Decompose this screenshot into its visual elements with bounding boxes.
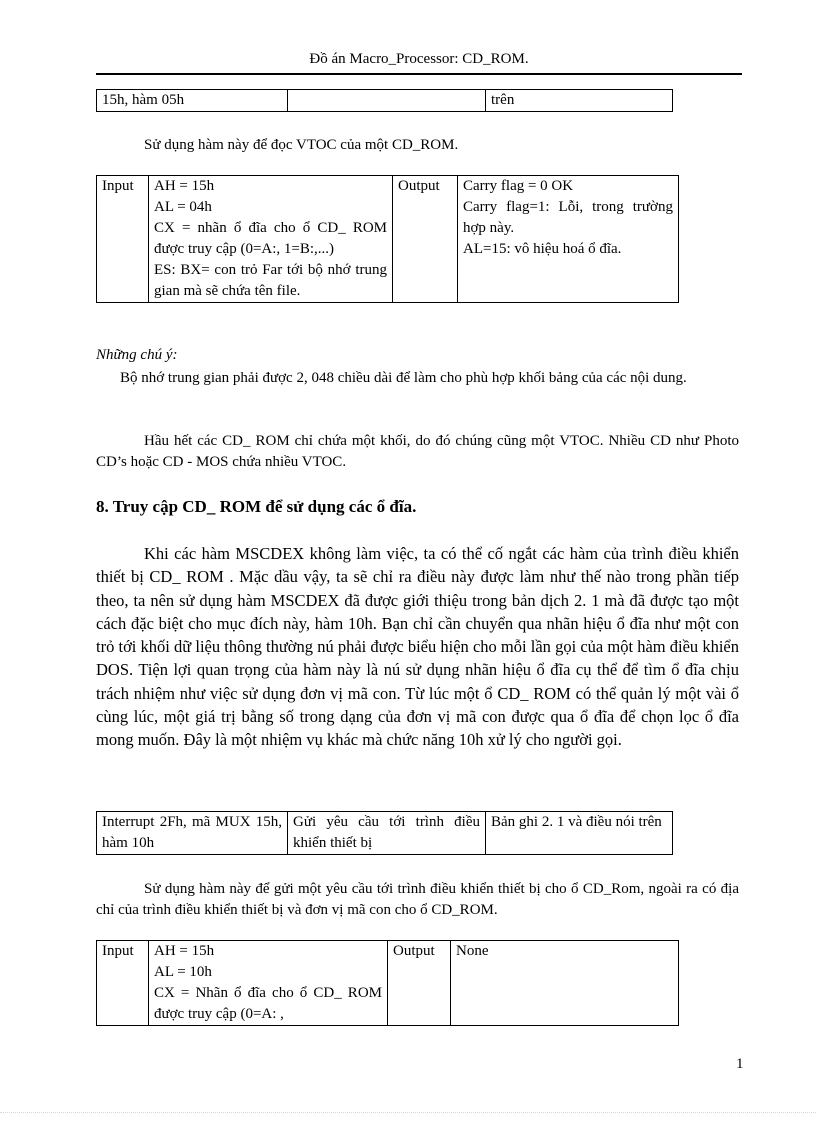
output-line: Carry flag=1: Lỗi, trong trường hợp này. <box>463 199 673 236</box>
input-label-cell: Input <box>97 941 149 1026</box>
input-line: AH = 15h <box>154 178 215 194</box>
output-value-cell: None <box>451 941 679 1026</box>
notes-paragraph-2: Hầu hết các CD_ ROM chỉ chứa một khối, do đó chúng cũng một VTOC. Nhiều CD như Photo CD’s hoặc CD - MOS chứa nhiều VTOC. <box>96 433 739 470</box>
input-line: ES: BX= con trỏ Far tới bộ nhớ trung gian mà sẽ chứa tên file. <box>154 262 387 299</box>
table-request <box>96 940 679 1026</box>
input-line: AH = 15h <box>154 943 215 959</box>
table-cell: Interrupt 2Fh, mã MUX 15h, hàm 10h <box>97 812 288 855</box>
page-number: 1 <box>736 1056 744 1072</box>
input-line: AL = 04h <box>154 199 212 215</box>
table-cell <box>288 90 486 112</box>
input-line: CX = nhãn ổ đĩa cho ổ CD_ ROM được truy cập (0=A:, 1=B:,...) <box>154 220 387 257</box>
header-divider <box>96 73 742 75</box>
output-label-cell: Output <box>393 176 458 303</box>
table-row <box>97 941 679 1026</box>
table-interrupt <box>96 811 673 855</box>
table-vtoc <box>96 175 679 303</box>
input-label-cell: Input <box>97 176 149 303</box>
section-body: Khi các hàm MSCDEX không làm việc, ta có thể cố ngắt các hàm của trình điều khiển thiết bị CD_ ROM . Mặc dầu vậy, ta sẽ chỉ ra điều này được làm như thế nào trong phần tiếp theo, ta nên sử dụng hàm MSCDEX đã được giới thiệu trong bản dịch 2. 1 mà đã được tạo một cách đặc biệt cho mục đích này, hàm 10h. Bạn chỉ cần chuyển qua nhãn hiệu ổ đĩa như một con trỏ tới khối dữ liệu thông thường nú phải được biểu hiện cho mỗi lần gọi của một hàm điều khiển DOS. Tiện lợi quan trọng của hàm này là nú sử dụng nhãn hiệu ổ đĩa cụ thể để tìm ổ đĩa chịu trách nhiệm như việc sử dụng đơn vị mã con. Từ lúc một ổ CD_ ROM có thể quản lý một vài ổ cùng lúc, một giá trị bằng số trong dạng của đơn vị mã con được qua ổ đĩa để chọn lọc ổ đĩa mong muốn. Đây là một nhiệm vụ khác mà chức năng 10h xử lý cho người gọi. <box>96 544 739 750</box>
table-cell: Gửi yêu cầu tới trình điều khiển thiết bị <box>288 812 486 855</box>
input-line: AL = 10h <box>154 964 212 980</box>
table-cell: 15h, hàm 05h <box>97 90 288 112</box>
footer-divider <box>0 1112 816 1113</box>
table-row <box>97 90 673 112</box>
table-cell: Bản ghi 2. 1 và điều nói trên <box>486 812 673 855</box>
output-line: Carry flag = 0 OK <box>463 178 574 194</box>
page-header-title: Đồ án Macro_Processor: CD_ROM. <box>309 51 529 67</box>
output-line: AL=15: vô hiệu hoá ổ đĩa. <box>463 241 622 257</box>
table-row <box>97 812 673 855</box>
input-line: CX = Nhãn ổ đĩa cho ổ CD_ ROM được truy cập (0=A: , <box>154 985 382 1022</box>
input-values-cell <box>149 941 388 1026</box>
table-cell: trên <box>486 90 673 112</box>
notes-title: Những chú ý: <box>96 347 178 363</box>
table-top-partial <box>96 89 673 112</box>
notes-paragraph-1: Bộ nhớ trung gian phải được 2, 048 chiều dài để làm cho phù hợp khối bảng của các nội dung. <box>120 370 687 386</box>
input-values-cell <box>149 176 393 303</box>
table-row <box>97 176 679 303</box>
output-values-cell <box>458 176 679 303</box>
paragraph-request: Sử dụng hàm này để gửi một yêu cầu tới trình điều khiển thiết bị cho ổ CD_Rom, ngoài ra có địa chỉ của trình điều khiển thiết bị và đơn vị mã con cho ổ CD_ROM. <box>96 881 739 918</box>
paragraph-vtoc: Sử dụng hàm này để đọc VTOC của một CD_ROM. <box>144 137 459 153</box>
section-heading: 8. Truy cập CD_ ROM để sử dụng các ổ đĩa. <box>96 497 417 516</box>
output-label-cell: Output <box>388 941 451 1026</box>
